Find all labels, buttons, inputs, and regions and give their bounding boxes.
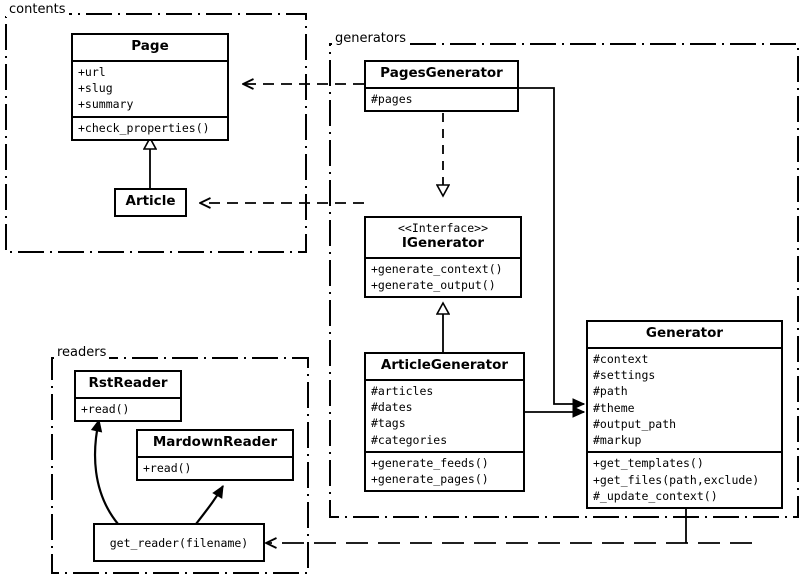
class-member: #markup [593,433,642,448]
class-member: #path [593,384,628,399]
class-title-generator: Generator [645,325,724,341]
class-title-pagesgenerator: PagesGenerator [380,65,503,81]
class-member: #output_path [593,416,677,431]
class-title-page: Page [131,38,169,54]
class-operations-page [73,116,227,139]
class-operations-mardownreader [138,456,292,479]
class-member: +check_properties() [78,120,210,135]
class-member: #tags [371,416,406,431]
class-attributes-articlegenerator [366,379,523,451]
function-label-get-reader: get_reader(filename) [109,535,249,550]
class-box-generator[interactable] [586,320,783,509]
class-member: +url [78,64,106,79]
class-member: +get_templates() [593,456,704,471]
package-label-readers: readers [54,345,109,360]
class-member: #dates [371,399,413,414]
class-box-pagesgenerator[interactable] [364,60,519,112]
class-operations-articlegenerator [366,451,523,491]
class-title-article: Article [125,193,176,209]
class-title-rstreader: RstReader [88,375,168,391]
package-label-contents: contents [6,2,69,17]
class-member: #categories [371,432,448,447]
class-box-articlegenerator[interactable] [364,352,525,492]
class-member: +generate_pages() [371,472,489,487]
class-operations-igenerator [366,257,520,297]
class-attributes-pagesgenerator [366,87,517,110]
class-box-igenerator[interactable] [364,216,522,298]
class-member: #settings [593,367,656,382]
class-title-mardownreader: MardownReader [152,434,278,450]
class-box-mardownreader[interactable] [136,429,294,481]
class-stereotype-igenerator: <<Interface>> [397,221,488,235]
class-member: #_update_context() [593,489,718,504]
class-box-page[interactable] [71,33,229,141]
class-box-article[interactable] [114,188,187,217]
class-member: +read() [81,401,130,416]
class-member: +get_files(path,exclude) [593,472,760,487]
class-operations-rstreader [76,397,180,420]
class-member: +summary [78,97,134,112]
class-member: +slug [78,80,113,95]
class-member: +generate_context() [371,261,503,276]
class-member: +generate_output() [371,277,496,292]
class-member: +generate_feeds() [371,455,489,470]
class-member: +read() [143,460,192,475]
class-member: #articles [371,383,434,398]
class-title-articlegenerator: ArticleGenerator [380,357,509,373]
class-member: #context [593,351,649,366]
class-member: #theme [593,400,635,415]
class-attributes-page [73,60,227,116]
class-member: #pages [371,91,413,106]
class-box-rstreader[interactable] [74,370,182,422]
class-title-igenerator: IGenerator [401,235,485,251]
function-box-get-reader[interactable] [93,523,265,562]
class-attributes-generator [588,347,781,452]
package-label-generators: generators [332,31,409,46]
class-operations-generator [588,451,781,507]
